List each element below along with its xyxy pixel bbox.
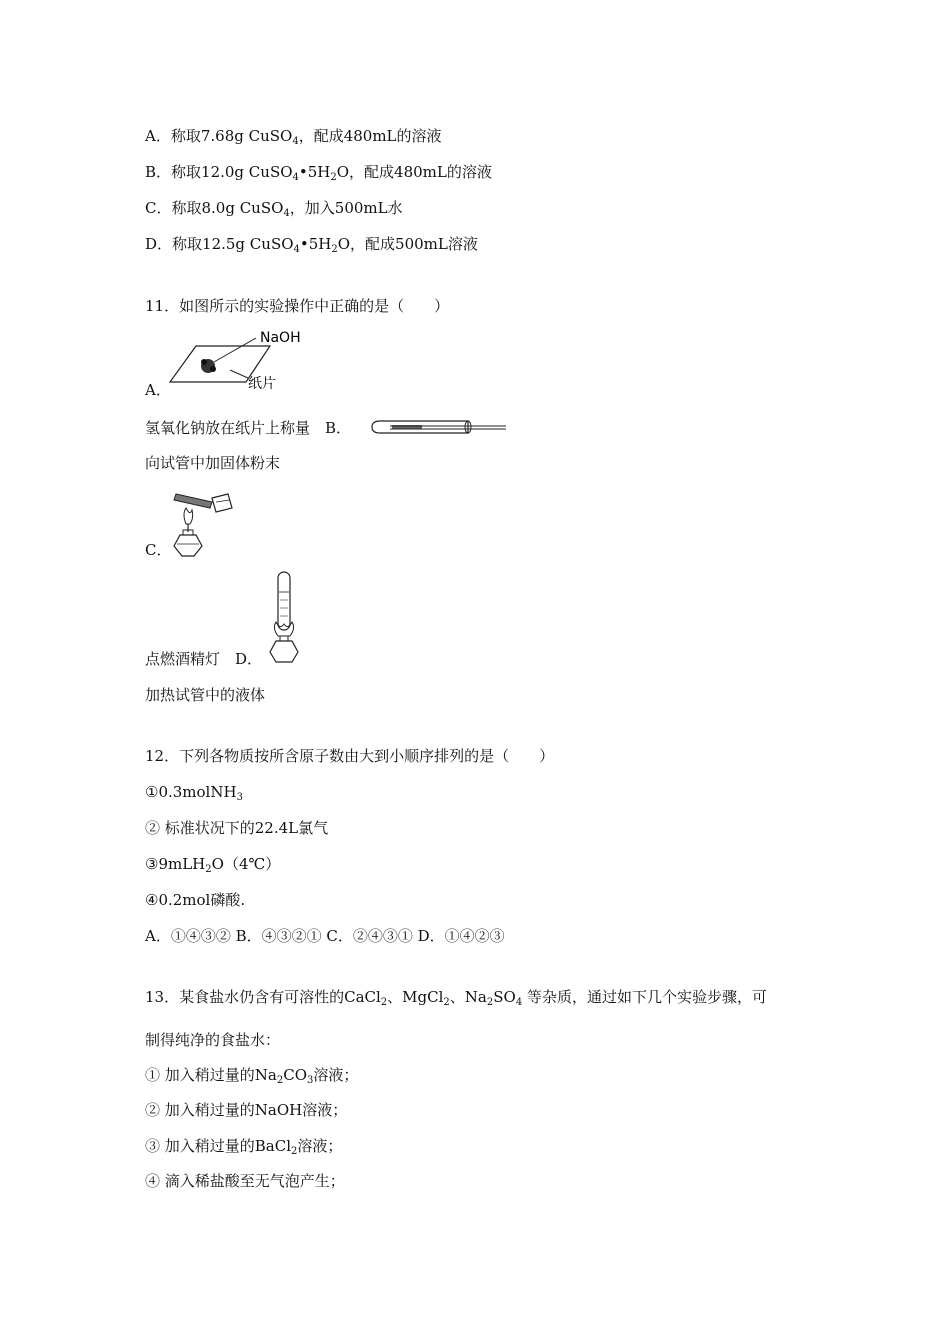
q10-option-a: A．称取7.68g CuSO$_4$，配成480mL的溶液 bbox=[145, 127, 442, 147]
q11-figure-c-alcohol-lamps bbox=[168, 488, 240, 560]
q11-figure-b-test-tube bbox=[370, 418, 510, 438]
q11-option-a-label: A． bbox=[145, 381, 171, 399]
q13-stem: 13．某食盐水仍含有可溶性的CaCl$_2$、MgCl$_2$、$Na_2SO_4$ 等杂质，通过如下几个实验步骤，可 bbox=[145, 988, 767, 1008]
q11-stem: 11．如图所示的实验操作中正确的是（ ） bbox=[145, 297, 450, 315]
q10-option-b: B．称取12.0g $CuSO_4•5H_2O$，配成480mL的溶液 bbox=[145, 163, 492, 183]
q11-caption-c: 点燃酒精灯 D． bbox=[145, 650, 263, 668]
q10-option-c: C．称取8.0g CuSO$_4$，加入500mL水 bbox=[145, 199, 403, 219]
q12-item-2: ② 标准状况下的22.4L氯气 bbox=[145, 819, 329, 837]
q11-figure-a bbox=[168, 326, 308, 396]
q12-stem: 12．下列各物质按所含原子数由大到小顺序排列的是（ ） bbox=[145, 747, 555, 765]
q13-step-1: ① 加入稍过量的$Na_2CO_3$溶液； bbox=[145, 1066, 359, 1086]
q10-option-d: D．称取12.5g $CuSO_4•5H_2O$，配成500mL溶液 bbox=[145, 235, 478, 255]
q12-item-4: ④0.2mol磷酸. bbox=[145, 891, 246, 909]
q11-caption-b: 向试管中加固体粉末 bbox=[145, 454, 281, 472]
q11-caption-d: 加热试管中的液体 bbox=[145, 686, 266, 704]
q11-caption-a: 氢氧化钠放在纸片上称量 B． bbox=[145, 419, 352, 437]
q13-stem-line2: 制得纯净的食盐水： bbox=[145, 1031, 281, 1049]
q12-options: A．①④③② B．④③②① C．②④③① D．①④②③ bbox=[145, 927, 505, 945]
q11-option-c-label: C． bbox=[145, 541, 172, 559]
q13-step-2: ② 加入稍过量的NaOH溶液； bbox=[145, 1101, 348, 1119]
q11-figure-d-heating-tube bbox=[266, 570, 302, 666]
paper-label: 纸片 bbox=[248, 376, 276, 392]
q13-step-4: ④ 滴入稀盐酸至无气泡产生； bbox=[145, 1172, 345, 1190]
q12-item-1: ①0.3molNH$_3$ bbox=[145, 783, 243, 803]
q12-item-3: ③9mLH$_2$O（4℃） bbox=[145, 855, 281, 875]
naoh-label: NaOH bbox=[260, 330, 301, 346]
q13-step-3: ③ 加入稍过量的BaCl$_2$溶液； bbox=[145, 1137, 343, 1157]
